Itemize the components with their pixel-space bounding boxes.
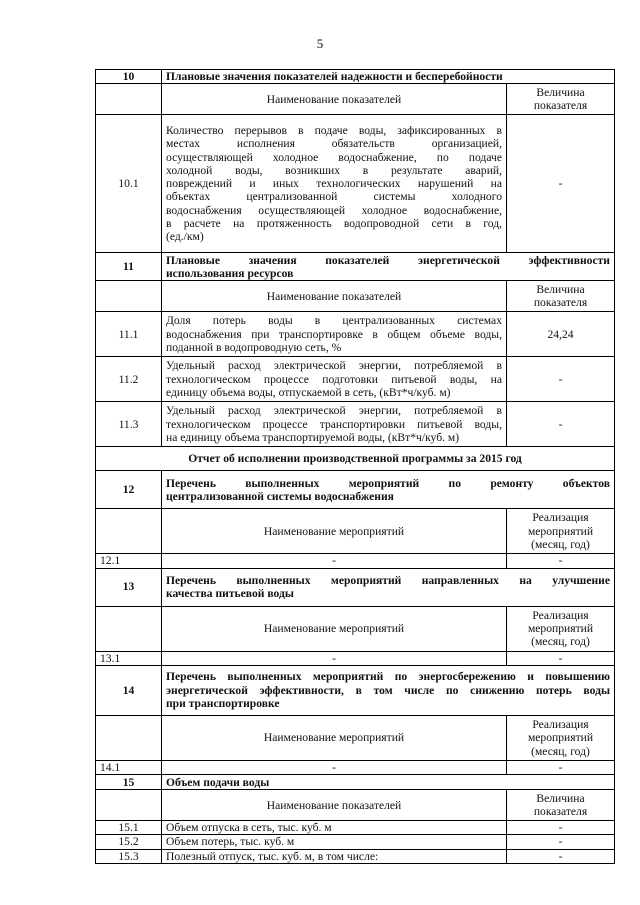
section-title: Перечень выполненных мероприятий по энергосбережению и повышению энергетической эффективности, в том числе по снижению потерь воды при транспортировке: [162, 665, 615, 715]
column-value-header: Реализация мероприятий (месяц, год): [507, 606, 615, 651]
section-11-header: [96, 253, 615, 281]
section-13-header: [96, 568, 615, 606]
row-number: 14.1: [96, 760, 162, 774]
section-title: Плановые значения показателей энергетической эффективности использования ресурсов: [162, 253, 615, 281]
row-text: -: [162, 554, 507, 568]
row-value: -: [507, 821, 615, 835]
row-value: -: [507, 760, 615, 774]
column-value-header: Величина показателя: [507, 84, 615, 115]
program-table: [95, 69, 615, 864]
column-header-row: [96, 790, 615, 821]
row-value: 24,24: [507, 312, 615, 357]
column-name-header: Наименование мероприятий: [162, 715, 507, 760]
row-number: 15.1: [96, 821, 162, 835]
row-text: -: [162, 651, 507, 665]
column-header-row: [96, 84, 615, 115]
row-number: 11.1: [96, 312, 162, 357]
row-text: Объем отпуска в сеть, тыс. куб. м: [162, 821, 507, 835]
section-15-header: [96, 775, 615, 790]
column-name-header: Наименование мероприятий: [162, 509, 507, 554]
section-title: Перечень выполненных мероприятий направленных на улучшение качества питьевой воды: [162, 568, 615, 606]
column-name-header: Наименование показателей: [162, 84, 507, 115]
table-row: [96, 115, 615, 253]
row-value: -: [507, 402, 615, 447]
row-value: -: [507, 357, 615, 402]
report-heading-row: [96, 447, 615, 471]
column-name-header: Наименование показателей: [162, 281, 507, 312]
page-number: 5: [316, 36, 324, 51]
row-number: 11.3: [96, 402, 162, 447]
section-number: 15: [96, 775, 162, 790]
column-value-header: Величина показателя: [507, 281, 615, 312]
row-text: Количество перерывов в подаче воды, зафиксированных в местах исполнения обязательств организацией, осуществляющей холодное водоснабжение, по подаче холодной воды, возникших в результате аварий, повреждений и иных технологических нарушений на объектах централизованной системы холодного водоснабжения осуществляющей холодное водоснабжение, в расчете на протяженность водопроводной сети в год, (ед./км): [162, 115, 507, 253]
section-12-header: [96, 471, 615, 509]
section-number: 14: [96, 665, 162, 715]
section-title: Перечень выполненных мероприятий по ремонту объектов централизованной системы водоснабжения: [162, 471, 615, 509]
table-row: [96, 760, 615, 774]
column-name-header: Наименование показателей: [162, 790, 507, 821]
column-header-row: [96, 509, 615, 554]
row-value: -: [507, 651, 615, 665]
column-header-row: [96, 715, 615, 760]
row-number: 10.1: [96, 115, 162, 253]
section-title: Объем подачи воды: [162, 775, 615, 790]
table-row: [96, 357, 615, 402]
section-number: 10: [96, 70, 162, 84]
table-row: [96, 835, 615, 849]
row-text: Удельный расход электрической энергии, потребляемой в технологическом процессе подготовки питьевой воды, на единицу объема воды, отпускаемой в сеть, (кВт*ч/куб. м): [162, 357, 507, 402]
row-text: Объем потерь, тыс. куб. м: [162, 835, 507, 849]
row-text: -: [162, 760, 507, 774]
section-number: 12: [96, 471, 162, 509]
row-number: 13.1: [96, 651, 162, 665]
row-number: 15.3: [96, 849, 162, 863]
column-name-header: Наименование мероприятий: [162, 606, 507, 651]
row-number: 12.1: [96, 554, 162, 568]
section-14-header: [96, 665, 615, 715]
row-value: -: [507, 835, 615, 849]
table-row: [96, 849, 615, 863]
section-10-header: [96, 70, 615, 84]
section-number: 11: [96, 253, 162, 281]
section-number: 13: [96, 568, 162, 606]
column-value-header: Реализация мероприятий (месяц, год): [507, 715, 615, 760]
section-title: Плановые значения показателей надежности и бесперебойности: [162, 70, 615, 84]
row-value: -: [507, 849, 615, 863]
table-row: [96, 821, 615, 835]
table-row: [96, 651, 615, 665]
column-value-header: Величина показателя: [507, 790, 615, 821]
table-row: [96, 554, 615, 568]
column-value-header: Реализация мероприятий (месяц, год): [507, 509, 615, 554]
row-value: -: [507, 115, 615, 253]
row-number: 15.2: [96, 835, 162, 849]
row-text: Полезный отпуск, тыс. куб. м, в том числе:: [162, 849, 507, 863]
row-text: Удельный расход электрической энергии, потребляемой в технологическом процессе транспортировки питьевой воды, на единицу объема транспортируемой воды, (кВт*ч/куб. м): [162, 402, 507, 447]
row-number: 11.2: [96, 357, 162, 402]
row-text: Доля потерь воды в централизованных системах водоснабжения при транспортировке в общем объеме воды, поданной в водопроводную сеть, %: [162, 312, 507, 357]
column-header-row: [96, 281, 615, 312]
table-row: [96, 312, 615, 357]
table-row: [96, 402, 615, 447]
report-title: Отчет об исполнении производственной программы за 2015 год: [96, 447, 615, 471]
row-value: -: [507, 554, 615, 568]
column-header-row: [96, 606, 615, 651]
